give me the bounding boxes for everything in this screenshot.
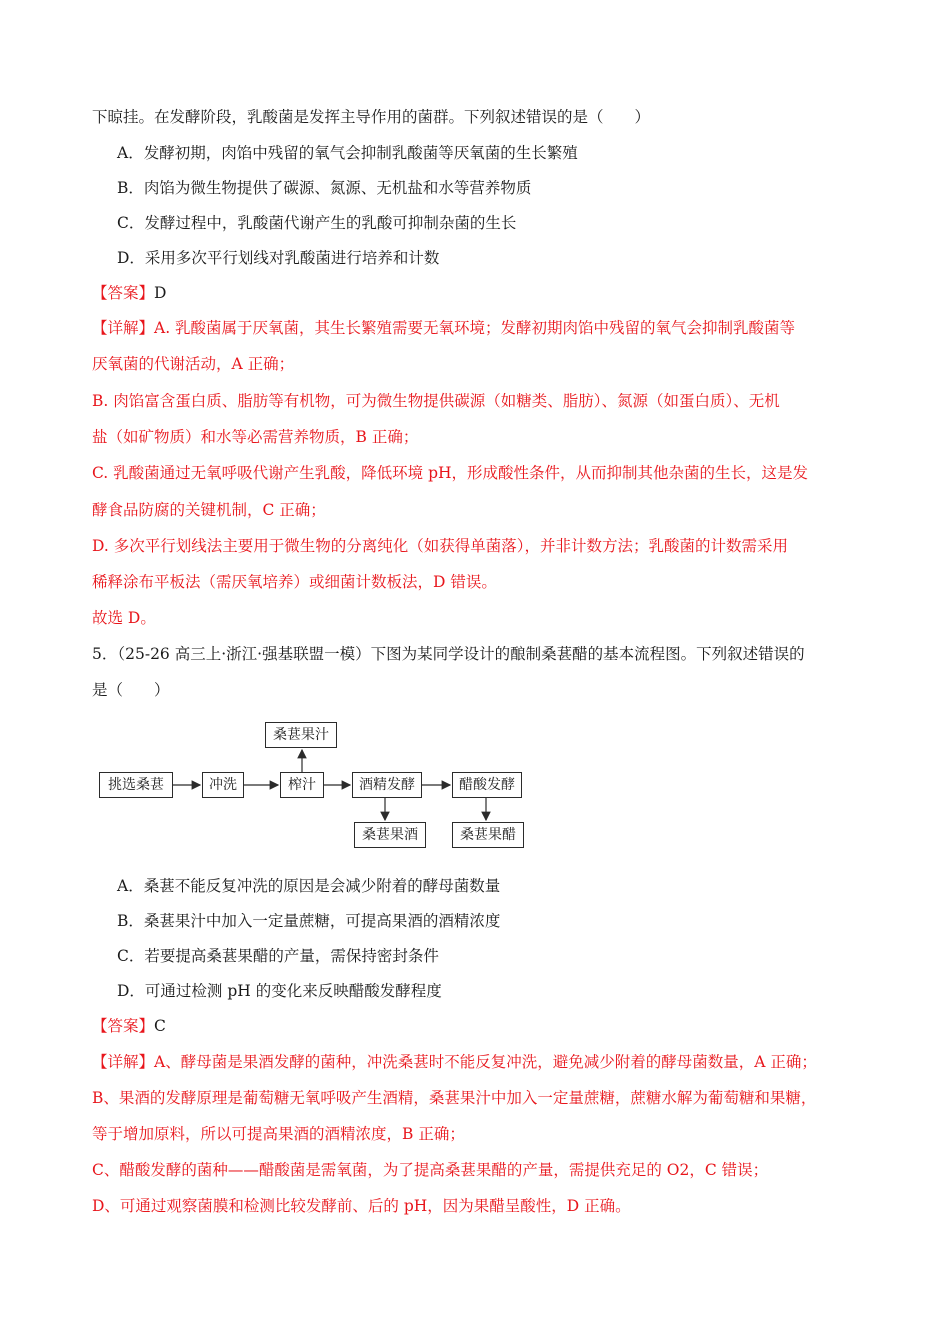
- explanation-line: 盐（如矿物质）和水等必需营养物质，B 正确；: [92, 428, 419, 446]
- explanation-line: D. 多次平行划线法主要用于微生物的分离纯化（如获得单菌落），并非计数方法；乳酸菌的计数需采用: [92, 537, 788, 555]
- option-a: A．桑葚不能反复冲洗的原因是会减少附着的酵母菌数量: [117, 877, 501, 895]
- question-stem: 是（ ）: [92, 681, 170, 699]
- question-stem: 5．（25-26 高三上·浙江·强基联盟一模）下图为某同学设计的酿制桑葚醋的基本流程图。下列叙述错误的: [92, 645, 805, 663]
- explanation-line: D、可通过观察菌膜和检测比较发酵前、后的 pH，因为果醋呈酸性，D 正确。: [92, 1197, 631, 1215]
- explanation-line: C. 乳酸菌通过无氧呼吸代谢产生乳酸，降低环境 pH，形成酸性条件，从而抑制其他杂菌的生长，这是发: [92, 464, 809, 482]
- option-d: D．可通过检测 pH 的变化来反映醋酸发酵程度: [117, 982, 442, 1000]
- explanation-line: 等于增加原料，所以可提高果酒的酒精浓度，B 正确；: [92, 1125, 465, 1143]
- box-juice: 桑葚果汁: [265, 722, 337, 748]
- option-c: C．若要提高桑葚果醋的产量，需保持密封条件: [117, 947, 439, 965]
- answer-value: C: [154, 1017, 166, 1035]
- option-d: D．采用多次平行划线对乳酸菌进行培养和计数: [117, 249, 440, 267]
- explanation-line: B. 肉馅富含蛋白质、脂肪等有机物，可为微生物提供碳源（如糖类、脂肪）、氮源（如蛋白质）、无机: [92, 392, 780, 410]
- answer-tag: 【答案】: [92, 1017, 155, 1035]
- box-pick: 挑选桑葚: [99, 772, 173, 798]
- explanation-line: 酵食品防腐的关键机制，C 正确；: [92, 501, 326, 519]
- answer-line: [92, 1016, 166, 1036]
- explanation-line: 【详解】A、酵母菌是果酒发酵的菌种，冲洗桑葚时不能反复冲洗，避免减少附着的酵母菌数量，A 正确；: [92, 1053, 817, 1071]
- box-wash: 冲洗: [202, 772, 244, 798]
- box-vinegar-fermentation: 醋酸发酵: [452, 772, 522, 798]
- answer-value: D: [154, 284, 167, 302]
- option-c: C．发酵过程中，乳酸菌代谢产生的乳酸可抑制杂菌的生长: [117, 214, 517, 232]
- box-press: 榨汁: [280, 772, 324, 798]
- answer-tag: 【答案】: [92, 284, 155, 302]
- option-b: B．桑葚果汁中加入一定量蔗糖，可提高果酒的酒精浓度: [117, 912, 501, 930]
- explanation-line: 厌氧菌的代谢活动，A 正确；: [92, 355, 295, 373]
- box-alcohol-fermentation: 酒精发酵: [352, 772, 422, 798]
- explanation-line: 稀释涂布平板法（需厌氧培养）或细菌计数板法，D 错误。: [92, 573, 497, 591]
- option-a: A．发酵初期，肉馅中残留的氧气会抑制乳酸菌等厌氧菌的生长繁殖: [117, 144, 578, 162]
- answer-line: [92, 283, 166, 303]
- question-stem: 下晾挂。在发酵阶段，乳酸菌是发挥主导作用的菌群。下列叙述错误的是（ ）: [92, 108, 651, 126]
- box-vinegar: 桑葚果醋: [452, 822, 524, 848]
- conclusion-line: 故选 D。: [92, 609, 156, 627]
- box-wine: 桑葚果酒: [354, 822, 426, 848]
- explanation-line: 【详解】A. 乳酸菌属于厌氧菌，其生长繁殖需要无氧环境；发酵初期肉馅中残留的氧气会抑制乳酸菌等: [92, 319, 796, 337]
- explanation-line: B、果酒的发酵原理是葡萄糖无氧呼吸产生酒精，桑葚果汁中加入一定量蔗糖，蔗糖水解为葡萄糖和果糖，: [92, 1089, 817, 1107]
- explanation-line: C、醋酸发酵的菌种——醋酸菌是需氧菌，为了提高桑葚果醋的产量，需提供充足的 O2，C 错误；: [92, 1161, 769, 1179]
- option-b: B．肉馅为微生物提供了碳源、氮源、无机盐和水等营养物质: [117, 179, 532, 197]
